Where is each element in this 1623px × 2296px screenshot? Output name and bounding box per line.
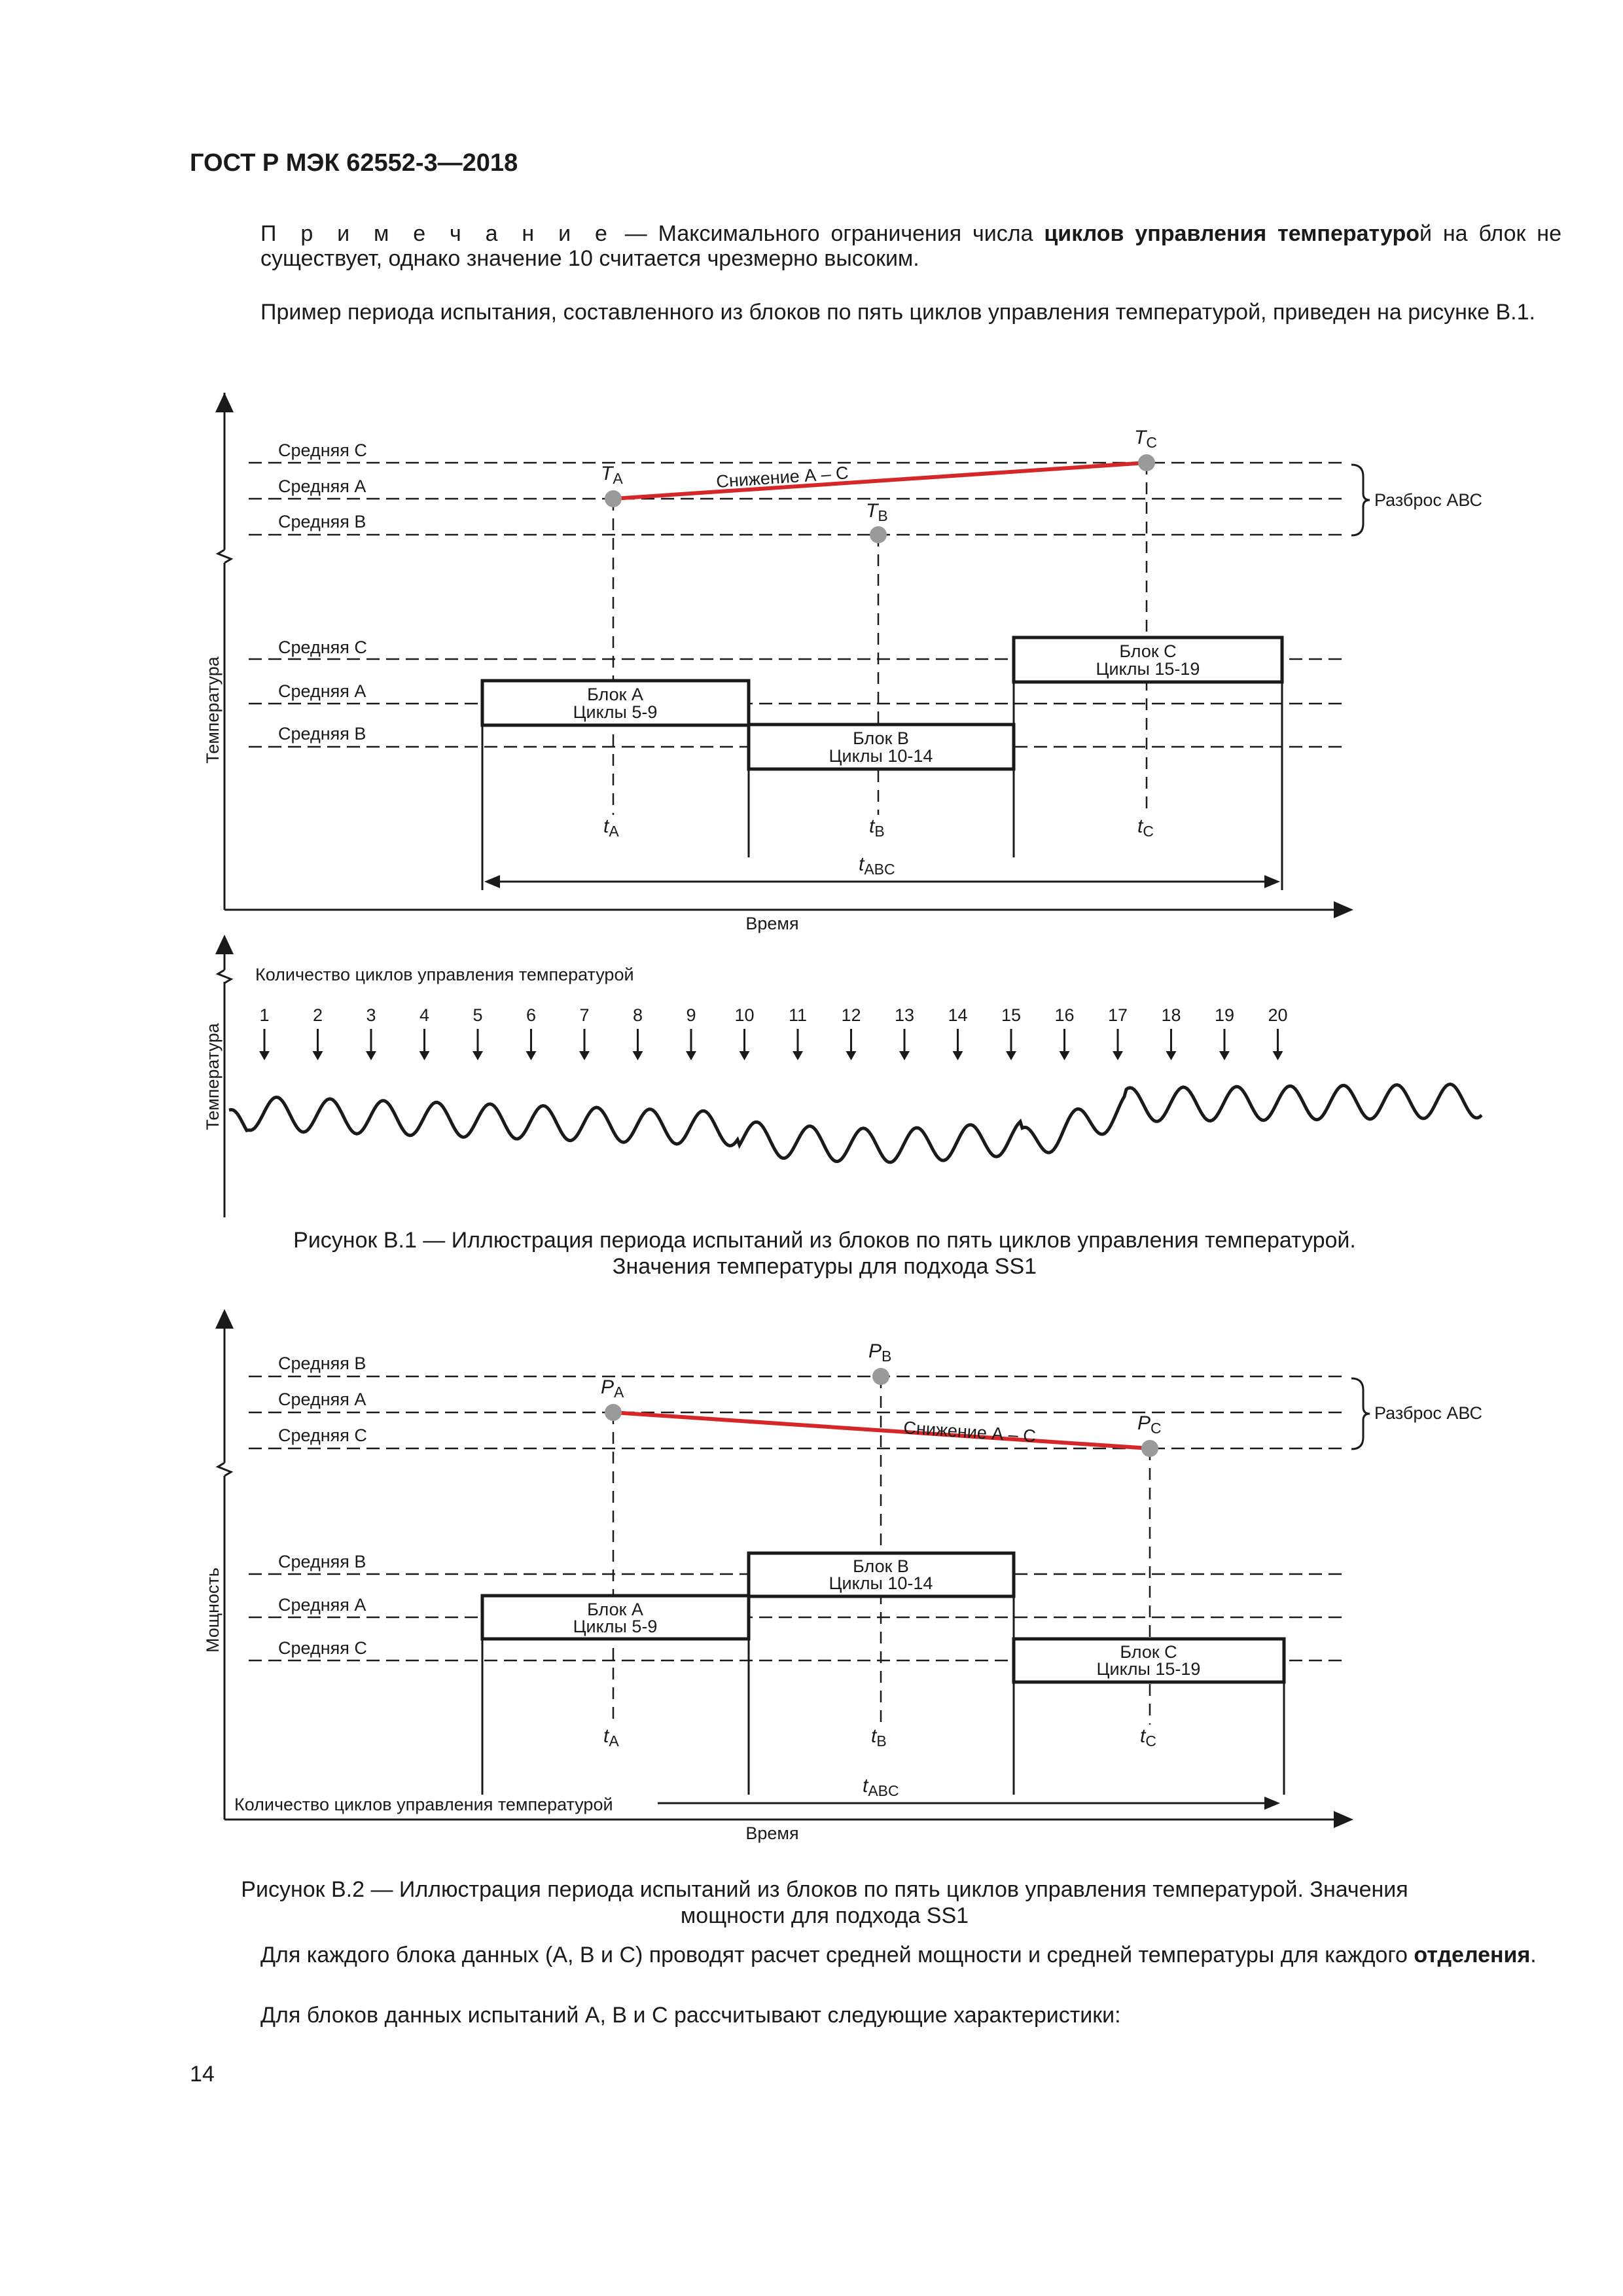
final-paragraph-2: Для блоков данных испытаний А, В и С рассчитывают следующие характеристики:: [260, 2003, 1121, 2028]
cycle-arrow-head: [473, 1051, 483, 1060]
b1-label-ta: TA: [601, 463, 623, 487]
b1-label-tb: TB: [866, 500, 888, 524]
cycle-number: 14: [948, 1005, 968, 1025]
b1-upper-label-c: Средняя С: [278, 440, 367, 460]
cycles-y-arrow: [215, 935, 234, 954]
figure-b2-diagram: [0, 1296, 1623, 1865]
final-p1-bold: отделения: [1414, 1943, 1531, 1967]
cycle-arrow-head: [579, 1051, 590, 1060]
final-paragraph-1: [190, 1943, 1561, 1967]
cycle-number: 13: [894, 1005, 915, 1025]
cycle-number: 5: [473, 1005, 483, 1025]
cycle-arrow-head: [1006, 1051, 1016, 1060]
b1-x-arrow: [1334, 901, 1353, 918]
b1-lower-label-c: Средняя С: [278, 637, 367, 657]
cycle-arrow-head: [1219, 1051, 1230, 1060]
cycle-arrow-head: [793, 1051, 803, 1060]
cycle-arrow-head: [366, 1051, 376, 1060]
cycle-arrow-head: [1273, 1051, 1283, 1060]
cycle-number: 19: [1214, 1005, 1235, 1025]
b1-block-a-cycles: Циклы 5-9: [573, 702, 658, 722]
cycle-arrow-head: [1113, 1051, 1123, 1060]
cycle-number: 8: [632, 1005, 643, 1025]
cycle-number: 6: [526, 1005, 537, 1025]
b2-lower-label-a: Средняя А: [278, 1595, 366, 1615]
b1-point-ta: [605, 490, 622, 507]
cycle-number: 15: [1001, 1005, 1022, 1025]
b2-upper-label-c: Средняя С: [278, 1426, 367, 1445]
b2-decline-label: Снижение А – С: [902, 1418, 1037, 1446]
b2-upper-label-a: Средняя А: [278, 1390, 366, 1409]
note-text-post: й на блок не существует, однако значение 10 считается чрезмерно высоким.: [260, 221, 1561, 271]
cycles-title: Количество циклов управления температурой: [255, 965, 634, 984]
note-label: П р и м е ч а н и е: [260, 221, 614, 246]
b2-block-b-cycles: Циклы 10-14: [829, 1573, 933, 1593]
caption-b2-line2: мощности для подхода SS1: [680, 1903, 969, 1928]
b2-point-pb: [872, 1368, 889, 1385]
b1-block-c-name: Блок С: [1119, 641, 1177, 661]
b1-time-ta: tA: [603, 816, 619, 840]
cycle-number: 12: [841, 1005, 861, 1025]
b2-point-pc: [1141, 1440, 1158, 1457]
b2-x-label: Время: [745, 1823, 799, 1843]
note-bold-term: циклов управления температуро: [1044, 221, 1420, 246]
b1-lower-label-b: Средняя В: [278, 724, 366, 744]
caption-b2-line1: Рисунок В.2 — Иллюстрация периода испытаний из блоков по пять циклов управления температурой. Значения: [241, 1877, 1408, 1902]
b2-y-arrow: [215, 1309, 234, 1329]
cycle-arrow-head: [686, 1051, 696, 1060]
caption-b1-line1: Рисунок В.1 — Иллюстрация периода испытаний из блоков по пять циклов управления температурой.: [293, 1228, 1356, 1253]
b2-y-label: Мощность: [203, 1568, 223, 1653]
cycle-number: 1: [259, 1005, 270, 1025]
b2-spread-label: Разброс АВС: [1374, 1403, 1483, 1423]
cycle-arrow-head: [313, 1051, 323, 1060]
b1-upper-label-b: Средняя В: [278, 512, 366, 531]
cycle-number: 18: [1161, 1005, 1181, 1025]
b2-spread-brace: [1351, 1378, 1370, 1449]
b1-y-label: Температура: [203, 656, 223, 764]
cycle-arrow-head: [259, 1051, 270, 1060]
cycles-y-axis-break: [218, 970, 231, 983]
b1-tabc-right-head: [1264, 875, 1280, 888]
b1-label-tc: TC: [1134, 427, 1157, 451]
cycle-number: 9: [686, 1005, 696, 1025]
b1-tabc-label: tABC: [859, 853, 895, 878]
cycles-wave-diagram: [0, 929, 1623, 1217]
b2-label-pa: PA: [601, 1376, 624, 1401]
b1-block-b-cycles: Циклы 10-14: [829, 746, 933, 766]
b1-y-axis-break: [218, 550, 231, 563]
cycle-arrow-head: [953, 1051, 963, 1060]
b2-cycles-label: Количество циклов управления температурой: [234, 1795, 613, 1814]
b1-block-a-name: Блок А: [587, 685, 643, 704]
b1-tabc-left-head: [484, 875, 500, 888]
b2-time-ta: tA: [603, 1725, 619, 1749]
caption-b1-line2: Значения температуры для подхода SS1: [612, 1254, 1037, 1279]
b2-tabc-right-head: [1264, 1797, 1280, 1810]
cycle-arrow-head: [526, 1051, 537, 1060]
b2-block-b-name: Блок В: [853, 1556, 909, 1576]
b1-time-tb: tB: [869, 816, 885, 840]
note-text-pre: — Максимального ограничения числа: [613, 221, 1044, 246]
b1-block-b-name: Блок В: [853, 728, 909, 748]
b2-block-c-name: Блок С: [1120, 1642, 1177, 1662]
cycle-number: 20: [1268, 1005, 1288, 1025]
cycle-arrow-head: [633, 1051, 643, 1060]
b1-time-tc: tC: [1137, 816, 1154, 840]
cycle-arrow-head: [846, 1051, 857, 1060]
b2-time-tc: tC: [1140, 1725, 1156, 1749]
cycle-arrow-head: [740, 1051, 750, 1060]
b1-block-c-cycles: Циклы 15-19: [1096, 659, 1200, 679]
b2-point-pa: [605, 1404, 622, 1421]
b1-spread-brace: [1351, 465, 1370, 535]
cycle-number-marks: [259, 1005, 1288, 1060]
b2-time-tb: tB: [871, 1725, 887, 1749]
b2-y-axis-break: [218, 1463, 231, 1476]
b1-lower-label-a: Средняя А: [278, 681, 366, 701]
b2-x-arrow: [1334, 1811, 1353, 1828]
example-paragraph: Пример периода испытания, составленного из блоков по пять циклов управления температурой, приведен на рисунке В.1.: [260, 300, 1535, 325]
b2-lower-label-b: Средняя В: [278, 1552, 366, 1571]
cycle-number: 16: [1054, 1005, 1075, 1025]
b2-block-a-cycles: Циклы 5-9: [573, 1617, 658, 1636]
b1-spread-label: Разброс АВС: [1374, 490, 1483, 510]
b2-upper-label-b: Средняя В: [278, 1354, 366, 1373]
b1-upper-label-a: Средняя А: [278, 476, 366, 496]
cycle-number: 17: [1107, 1005, 1128, 1025]
b1-point-tb: [870, 526, 887, 543]
document-title: ГОСТ Р МЭК 62552-3—2018: [190, 149, 518, 177]
b1-y-arrow: [215, 393, 234, 412]
cycles-y-label: Температура: [203, 1023, 223, 1130]
cycle-number: 10: [734, 1005, 755, 1025]
b2-block-c-cycles: Циклы 15-19: [1096, 1659, 1201, 1679]
b2-label-pb: PB: [868, 1340, 892, 1365]
final-p1-end: .: [1530, 1943, 1537, 1967]
cycle-arrow-head: [419, 1051, 430, 1060]
b1-x-label: Время: [745, 914, 799, 933]
caption-b1: [157, 1227, 1492, 1280]
temperature-wave: [229, 1085, 1482, 1162]
cycle-arrow-head: [1166, 1051, 1177, 1060]
caption-b2: [157, 1876, 1492, 1929]
b2-block-a-name: Блок А: [587, 1600, 643, 1619]
cycle-number: 7: [579, 1005, 590, 1025]
b1-decline-line: [613, 463, 1147, 499]
b1-point-tc: [1138, 454, 1155, 471]
cycle-number: 4: [419, 1005, 430, 1025]
b2-label-pc: PC: [1137, 1412, 1162, 1437]
cycle-arrow-head: [1060, 1051, 1070, 1060]
b2-lower-label-c: Средняя С: [278, 1638, 367, 1658]
cycle-arrow-head: [899, 1051, 910, 1060]
final-p1-text: Для каждого блока данных (А, В и С) проводят расчет средней мощности и средней температуры для каждого: [260, 1943, 1414, 1967]
b1-decline-label: Снижение А – С: [715, 463, 849, 492]
page-number: 14: [190, 2062, 215, 2087]
figure-b1-diagram: [0, 0, 1623, 969]
cycle-number: 11: [788, 1005, 808, 1025]
b2-tabc-label: tABC: [863, 1775, 899, 1799]
cycle-number: 3: [366, 1005, 376, 1025]
cycle-number: 2: [312, 1005, 323, 1025]
